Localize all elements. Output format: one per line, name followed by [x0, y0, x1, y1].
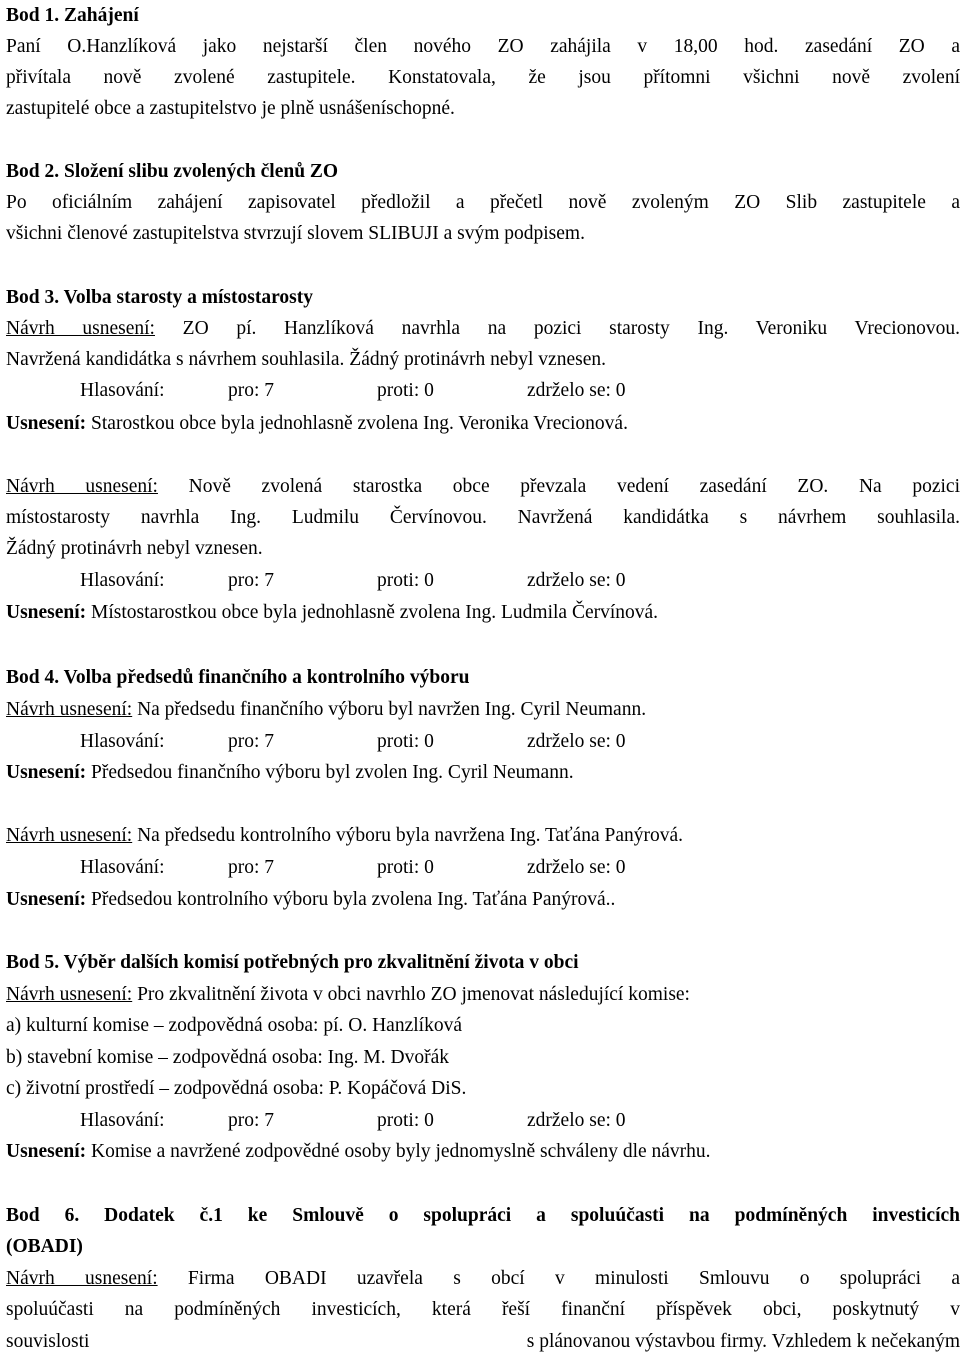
proposal-line: Návrh usnesení: Pro zkvalitnění života v obci navrhlo ZO jmenovat následující komise:: [6, 984, 690, 1005]
paragraph-line: Žádný protinávrh nebyl vznesen.: [6, 538, 263, 559]
paragraph-line: spoluúčasti na podmíněných investicích, která řeší finanční příspěvek obci, poskytnutý v: [6, 1299, 960, 1320]
vote-line: Hlasování: pro: 7 proti: 0 zdrželo se: 0: [80, 857, 626, 878]
vote-line: Hlasování: pro: 7 proti: 0 zdrželo se: 0: [80, 380, 626, 401]
proposal-line: Návrh usnesení: Firma OBADI uzavřela s obcí v minulosti Smlouvu o spolupráci a: [6, 1268, 960, 1289]
paragraph-line: místostarosty navrhla Ing. Ludmilu Červínovou. Navržená kandidátka s návrhem souhlasila.: [6, 507, 960, 528]
navrh-label: Návrh usnesení:: [6, 476, 158, 497]
section-heading-bod5: Bod 5. Výběr dalších komisí potřebných pro zkvalitnění života v obci: [6, 952, 579, 973]
list-item: a) kulturní komise – zodpovědná osoba: pí. O. Hanzlíková: [6, 1015, 462, 1036]
navrh-label: Návrh usnesení:: [6, 699, 133, 720]
proposal-line: Návrh usnesení: Na předsedu finančního výboru byl navržen Ing. Cyril Neumann.: [6, 699, 647, 720]
usneseni-label: Usnesení:: [6, 889, 87, 910]
resolution-line: Usnesení: Starostkou obce byla jednohlasně zvolena Ing. Veronika Vrecionová.: [6, 413, 628, 434]
navrh-label: Návrh usnesení:: [6, 825, 133, 846]
paragraph-line: Navržená kandidátka s návrhem souhlasila. Žádný protinávrh nebyl vznesen.: [6, 349, 606, 370]
section-heading-bod6-cont: (OBADI): [6, 1236, 83, 1257]
section-heading-bod4: Bod 4. Volba předsedů finančního a kontrolního výboru: [6, 667, 470, 688]
section-heading-bod2: Bod 2. Složení slibu zvolených členů ZO: [6, 161, 339, 182]
vote-line: Hlasování: pro: 7 proti: 0 zdrželo se: 0: [80, 731, 626, 752]
paragraph-line: přivítala nově zvolené zastupitele. Konstatovala, že jsou přítomni všichni nově zvolení: [6, 67, 960, 88]
list-item: c) životní prostředí – zodpovědná osoba: P. Kopáčová DiS.: [6, 1078, 467, 1099]
navrh-label: Návrh usnesení:: [6, 984, 133, 1005]
section-heading-bod1: Bod 1. Zahájení: [6, 5, 139, 26]
proposal-line: Návrh usnesení: Nově zvolená starostka obce převzala vedení zasedání ZO. Na pozici: [6, 476, 960, 497]
proposal-line: Návrh usnesení: ZO pí. Hanzlíková navrhla na pozici starosty Ing. Veroniku Vrecionovou.: [6, 318, 960, 339]
resolution-line: Usnesení: Předsedou kontrolního výboru byla zvolena Ing. Taťána Panýrová..: [6, 889, 616, 910]
navrh-label: Návrh usnesení:: [6, 318, 155, 339]
resolution-line: Usnesení: Komise a navržené zodpovědné osoby byly jednomyslně schváleny dle návrhu.: [6, 1141, 711, 1162]
section-heading-bod6: Bod 6. Dodatek č.1 ke Smlouvě o spolupráci a spoluúčasti na podmíněných investicích: [6, 1205, 960, 1226]
section-heading-bod3: Bod 3. Volba starosty a místostarosty: [6, 287, 313, 308]
paragraph-line: všichni členové zastupitelstva stvrzují slovem SLIBUJI a svým podpisem.: [6, 223, 585, 244]
vote-line: Hlasování: pro: 7 proti: 0 zdrželo se: 0: [80, 1110, 626, 1131]
resolution-line: Usnesení: Předsedou finančního výboru byl zvolen Ing. Cyril Neumann.: [6, 762, 574, 783]
usneseni-label: Usnesení:: [6, 413, 87, 434]
paragraph-line: Paní O.Hanzlíková jako nejstarší člen nového ZO zahájila v 18,00 hod. zasedání ZO a: [6, 36, 960, 57]
vote-line: Hlasování: pro: 7 proti: 0 zdrželo se: 0: [80, 570, 626, 591]
list-item: b) stavební komise – zodpovědná osoba: Ing. M. Dvořák: [6, 1047, 449, 1068]
paragraph-line: zastupitelé obce a zastupitelstvo je plně usnášeníschopné.: [6, 98, 455, 119]
navrh-label: Návrh usnesení:: [6, 1268, 158, 1289]
usneseni-label: Usnesení:: [6, 602, 87, 623]
usneseni-label: Usnesení:: [6, 762, 87, 783]
usneseni-label: Usnesení:: [6, 1141, 87, 1162]
resolution-line: Usnesení: Místostarostkou obce byla jednohlasně zvolena Ing. Ludmila Červínová.: [6, 602, 659, 623]
proposal-line: Návrh usnesení: Na předsedu kontrolního výboru byla navržena Ing. Taťána Panýrová.: [6, 825, 684, 846]
paragraph-line: Po oficiálním zahájení zapisovatel předložil a přečetl nově zvoleným ZO Slib zastupitele a: [6, 192, 960, 213]
